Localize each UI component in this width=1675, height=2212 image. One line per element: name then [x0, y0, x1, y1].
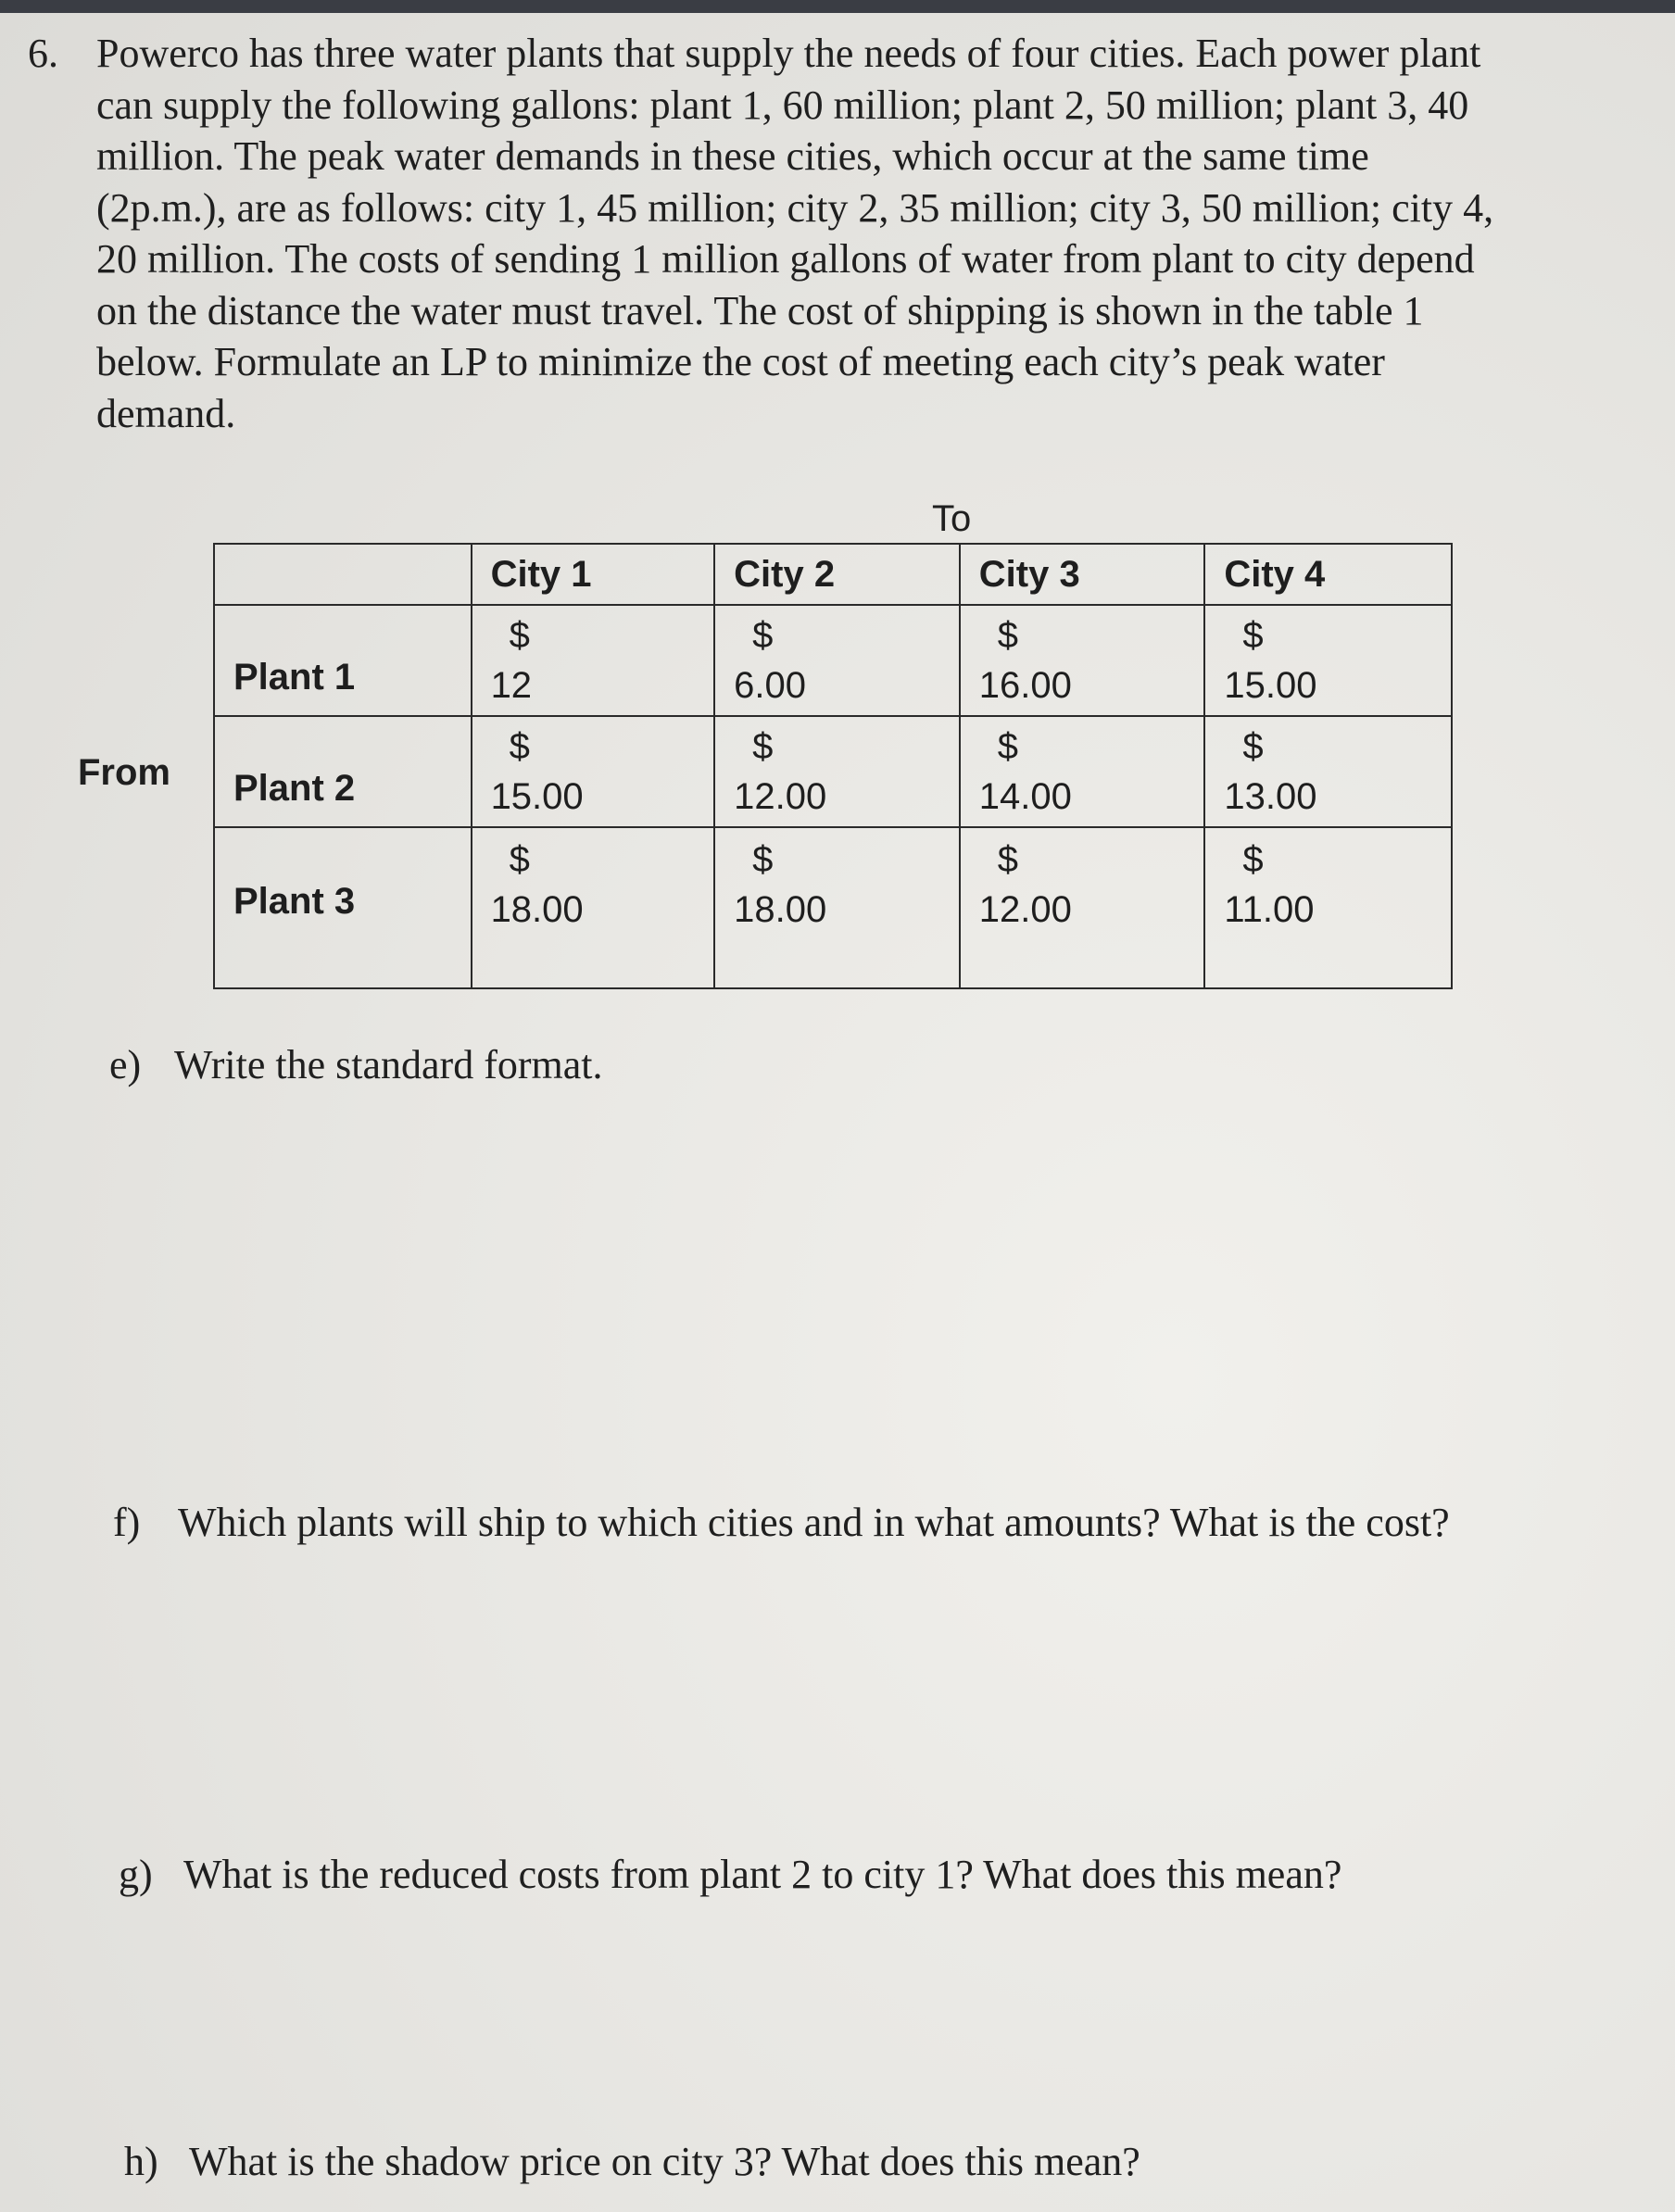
question-f	[113, 1499, 1450, 1546]
cost-value: 6.00	[734, 665, 807, 706]
problem-line: can supply the following gallons: plant 1, 60 million; plant 2, 50 million; plant 3, 40	[96, 82, 1469, 128]
row-header: Plant 2	[214, 716, 472, 827]
cost-cell	[472, 716, 715, 827]
cost-cell	[1204, 716, 1452, 827]
cost-cell	[714, 605, 960, 716]
question-label: h)	[124, 2139, 158, 2184]
table-row	[214, 716, 1452, 827]
dollar-sign: $	[1242, 615, 1264, 656]
question-label: e)	[109, 1042, 142, 1087]
cost-cell	[714, 827, 960, 988]
column-header: City 4	[1204, 544, 1452, 605]
cost-cell	[960, 827, 1205, 988]
dollar-sign: $	[509, 839, 530, 880]
dollar-sign: $	[997, 726, 1019, 767]
cost-cell	[1204, 827, 1452, 988]
problem-line: 20 million. The costs of sending 1 million gallons of water from plant to city depend	[96, 236, 1475, 282]
dollar-sign: $	[997, 839, 1019, 880]
cost-value: 12	[490, 665, 533, 706]
dollar-sign: $	[1242, 726, 1264, 767]
column-header: City 2	[714, 544, 960, 605]
cost-value: 18.00	[490, 889, 584, 930]
table-header-row	[214, 544, 1452, 605]
problem-line: (2p.m.), are as follows: city 1, 45 million; city 2, 35 million; city 3, 50 million; city 4,	[96, 184, 1494, 231]
corner-cell	[214, 544, 472, 605]
to-label: To	[932, 498, 972, 539]
table-row	[214, 605, 1452, 716]
dollar-sign: $	[752, 615, 774, 656]
question-label: f)	[113, 1500, 141, 1545]
dollar-sign: $	[752, 839, 774, 880]
column-header: City 1	[472, 544, 715, 605]
row-header: Plant 3	[214, 827, 472, 988]
question-e	[109, 1041, 603, 1088]
cost-value: 13.00	[1224, 776, 1317, 817]
question-g	[119, 1851, 1341, 1898]
cost-value: 12.00	[734, 776, 827, 817]
cost-cell	[1204, 605, 1452, 716]
cost-value: 11.00	[1224, 889, 1315, 930]
dollar-sign: $	[509, 615, 530, 656]
cost-cell	[960, 605, 1205, 716]
dollar-sign: $	[997, 615, 1019, 656]
cost-cell	[960, 716, 1205, 827]
cost-value: 15.00	[490, 776, 584, 817]
cost-value: 15.00	[1224, 665, 1317, 706]
dollar-sign: $	[752, 726, 774, 767]
problem-paragraph	[96, 28, 1640, 439]
cost-value: 12.00	[978, 889, 1072, 930]
from-label: From	[78, 752, 170, 793]
problem-line: Powerco has three water plants that supply the needs of four cities. Each power plant	[96, 31, 1481, 76]
dollar-sign: $	[1242, 839, 1264, 880]
cost-cell	[472, 827, 715, 988]
question-text: Which plants will ship to which cities and in what amounts? What is the cost?	[178, 1500, 1450, 1545]
column-header: City 3	[960, 544, 1205, 605]
top-strip	[0, 0, 1675, 13]
question-h	[124, 2138, 1140, 2185]
cost-cell	[472, 605, 715, 716]
problem-line: million. The peak water demands in these cities, which occur at the same time	[96, 133, 1369, 179]
shipping-cost-table	[213, 543, 1453, 989]
question-text: What is the reduced costs from plant 2 to city 1? What does this mean?	[183, 1852, 1342, 1897]
problem-number: 6.	[28, 31, 58, 76]
table-row	[214, 827, 1452, 988]
cost-cell	[714, 716, 960, 827]
question-text: What is the shadow price on city 3? What does this mean?	[189, 2139, 1140, 2184]
problem-line: on the distance the water must travel. The cost of shipping is shown in the table 1	[96, 287, 1424, 333]
cost-value: 16.00	[978, 665, 1072, 706]
row-header: Plant 1	[214, 605, 472, 716]
dollar-sign: $	[509, 726, 530, 767]
cost-value: 14.00	[978, 776, 1072, 817]
question-label: g)	[119, 1852, 153, 1897]
question-text: Write the standard format.	[174, 1042, 603, 1087]
cost-value: 18.00	[734, 889, 827, 930]
problem-line: below. Formulate an LP to minimize the cost of meeting each city’s peak water	[96, 339, 1385, 384]
problem-line: demand.	[96, 390, 236, 436]
